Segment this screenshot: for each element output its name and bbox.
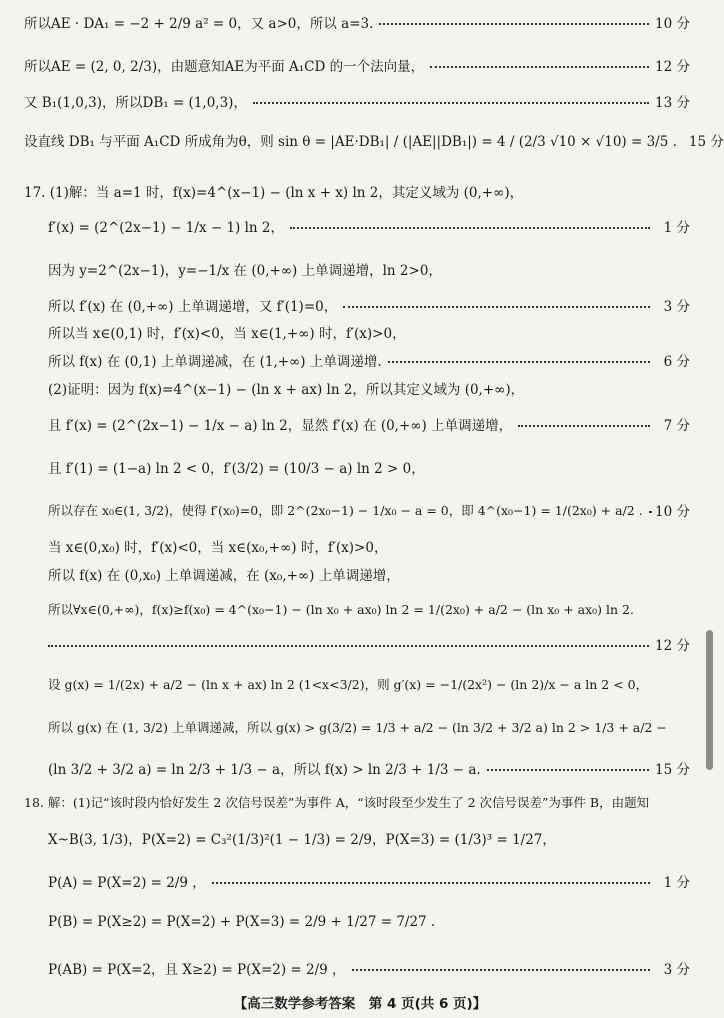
leader-dots [290, 227, 650, 229]
leader-dots [379, 23, 649, 25]
scrollbar-thumb[interactable] [706, 630, 713, 770]
leader-dots [253, 102, 649, 104]
line-25: P(B) = P(X≥2) = P(X=2) + P(X=3) = 2/9 + 1/27 = 7/27 . [48, 914, 436, 930]
leader-dots [388, 361, 650, 363]
leader-dots [487, 769, 649, 771]
line-10: 所以 f(x) 在 (0,1) 上单调递减，在 (1,+∞) 上单调递增. 6 分 [48, 354, 690, 370]
leader-dots [212, 882, 650, 884]
leader-dots [343, 306, 650, 308]
line-11: (2)证明：因为 f(x)=4^(x−1) − (ln x + ax) ln 2，所以其定义域为 (0,+∞)， [48, 382, 525, 398]
line-23: X~B(3, 1/3)，P(X=2) = C₃²(1/3)²(1 − 1/3) = 2/9，P(X=3) = (1/3)³ = 1/27， [48, 832, 556, 848]
line-12: 且 f′(x) = (2^(2x−1) − 1/x − a) ln 2，显然 f′(x) 在 (0,+∞) 上单调递增， 7 分 [48, 418, 690, 434]
line-13: 且 f′(1) = (1−a) ln 2 < 0，f′(3/2) = (10/3 − a) ln 2 > 0， [48, 461, 425, 477]
leader-dots [430, 66, 649, 68]
line-24: P(A) = P(X=2) = 2/9 ， 1 分 [48, 875, 690, 891]
leader-dots [352, 969, 650, 971]
line-2: 所以AE = (2, 0, 2/3)，由题意知AE为平面 A₁CD 的一个法向量， 12 分 [24, 59, 690, 75]
line-9: 所以当 x∈(0,1) 时，f′(x)<0，当 x∈(1,+∞) 时，f′(x)>0， [48, 326, 406, 342]
line-6: f′(x) = (2^(2x−1) − 1/x − 1) ln 2， 1 分 [48, 220, 690, 236]
line-16: 所以 f(x) 在 (0,x₀) 上单调递减，在 (x₀,+∞) 上单调递增， [48, 568, 400, 584]
q17-heading: 17. (1)解：当 a=1 时，f(x)=4^(x−1) − (ln x + x) ln 2，其定义域为 (0,+∞)， [24, 185, 524, 201]
line-15: 当 x∈(0,x₀) 时，f′(x)<0，当 x∈(x₀,+∞) 时，f′(x)>0， [48, 540, 388, 556]
line-7: 因为 y=2^(2x−1)，y=−1/x 在 (0,+∞) 上单调递增，ln 2>0， [48, 263, 442, 279]
line-20: 所以 g(x) 在 (1, 3/2) 上单调递减，所以 g(x) > g(3/2) = 1/3 + a/2 − (ln 3/2 + 3/2 a) ln 2 > 1/3 + a/2 − [48, 720, 667, 735]
line-18: 12 分 [48, 634, 690, 654]
line-19: 设 g(x) = 1/(2x) + a/2 − (ln x + ax) ln 2 (1<x<3/2)，则 g′(x) = −1/(2x²) − (ln 2)/x − a ln 2 < 0， [48, 677, 649, 692]
line-3: 又 B₁(1,0,3)，所以DB₁ = (1,0,3)， 13 分 [24, 95, 690, 111]
line-26: P(AB) = P(X=2，且 X≥2) = P(X=2) = 2/9 ， 3 分 [48, 962, 690, 978]
line-8: 所以 f′(x) 在 (0,+∞) 上单调递增，又 f′(1)=0， 3 分 [48, 299, 690, 315]
line-1: 所以AE · DA₁ = −2 + 2/9 a² = 0，又 a>0，所以 a=3. 10 分 [24, 16, 690, 32]
leader-dots [48, 645, 649, 647]
line-4: 设直线 DB₁ 与平面 A₁CD 所成角为θ，则 sin θ = |AE·DB₁| / (|AE||DB₁|) = 4 / (2/3 √10 × √10) = 3/5 . 15 分 [24, 134, 724, 150]
line-21: (ln 3/2 + 3/2 a) = ln 2/3 + 1/3 − a，所以 f(x) > ln 2/3 + 1/3 − a. 15 分 [48, 762, 690, 778]
line-14: 所以存在 x₀∈(1, 3/2)，使得 f′(x₀)=0，即 2^(2x₀−1) − 1/x₀ − a = 0，即 4^(x₀−1) = 1/(2x₀) + a/2 . 10 分 [48, 503, 690, 520]
q18-heading: 18. 解：(1)记“该时段内恰好发生 2 次信号误差”为事件 A，“该时段至少发生了 2 次信号误差”为事件 B，由题知 [24, 795, 650, 810]
page-footer: 【高三数学参考答案 第 4 页(共 6 页)】 [233, 996, 487, 1012]
leader-dots [518, 425, 650, 427]
line-17: 所以∀x∈(0,+∞)，f(x)≥f(x₀) = 4^(x₀−1) − (ln x₀ + ax₀) ln 2 = 1/(2x₀) + a/2 − (ln x₀ + ax₀) ln 2. [48, 602, 634, 617]
